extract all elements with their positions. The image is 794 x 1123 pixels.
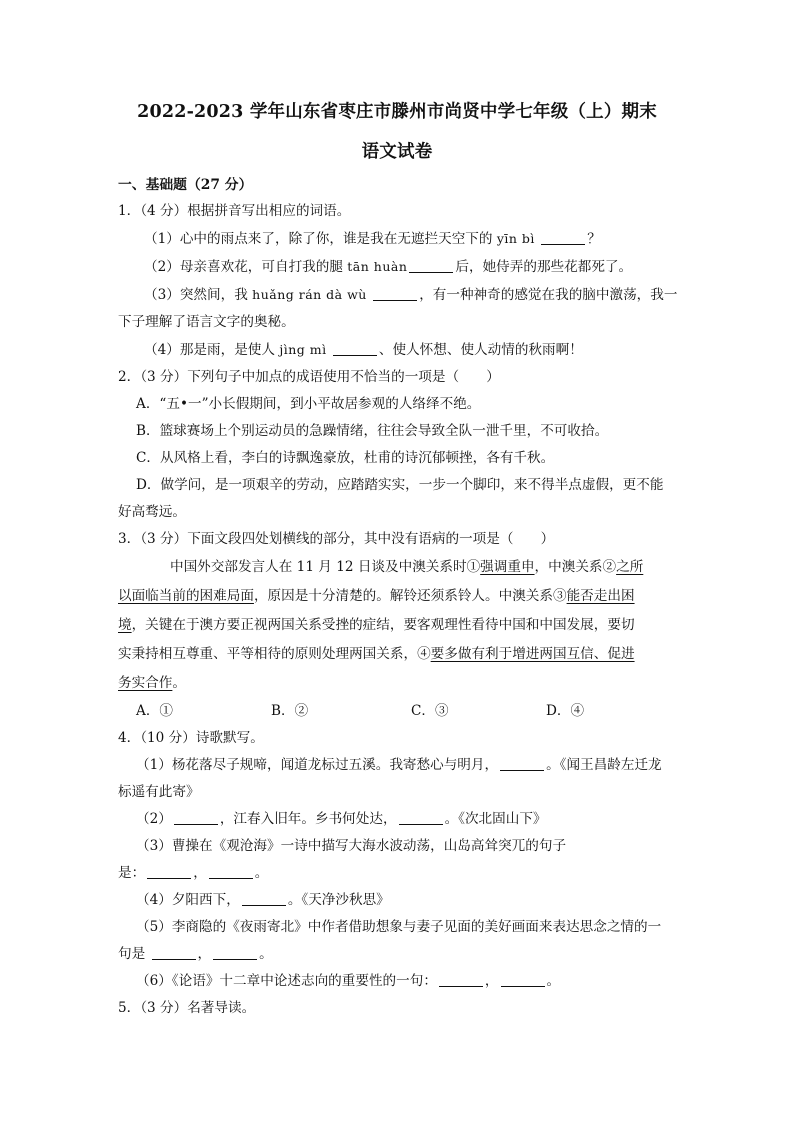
question-3-option-a[interactable]: A．①	[136, 703, 174, 719]
item-text: （2）母亲喜欢花，可自打我的腿	[144, 259, 348, 275]
question-2-option-d[interactable]: D．做学问，是一项艰辛的劳动，应踏踏实实，一步一个脚印，来不得半点虚假，更不能	[136, 477, 664, 493]
question-1-item-3	[118, 281, 676, 309]
passage-line-5	[118, 669, 676, 698]
item-text: （6）《论语》十二章中论述志向的重要性的一句：	[136, 973, 437, 989]
question-4-item-4	[118, 887, 676, 914]
passage-text: 。	[172, 675, 186, 691]
pinyin: huǎng rán dà wù	[252, 287, 367, 302]
passage-text: 实秉持相互尊重、平等相待的原则处理两国关系，	[118, 646, 418, 662]
question-4-item-5-cont	[118, 941, 676, 968]
item-text: （1）杨花落尽子规啼，闻道龙标过五溪。我寄愁心与明月，	[136, 757, 499, 773]
question-1-item-3-cont: 下子理解了语言文字的奥秘。	[118, 314, 295, 330]
passage-text: ，原因是十分清楚的。解铃还须系铃人。中澳关系	[253, 588, 553, 604]
answer-blank[interactable]	[209, 864, 253, 879]
item-text: 。《闻王昌龄左迁龙	[546, 757, 662, 773]
item-text: ，江春入旧年。乡书何处达，	[219, 811, 397, 827]
answer-blank[interactable]	[399, 810, 443, 825]
question-1-item-1	[118, 225, 676, 253]
question-4-item-1-cont: 标遥有此寄》	[118, 784, 200, 800]
answer-blank[interactable]	[152, 945, 196, 960]
answer-blank[interactable]	[439, 972, 483, 987]
passage-line-4	[118, 640, 676, 669]
pinyin: yīn bì	[496, 231, 535, 246]
underlined-part-1: 强调重申	[480, 559, 535, 575]
question-4-item-5: （5）李商隐的《夜雨寄北》中作者借助想象与妻子见面的美好画面来表达思念之情的一	[136, 919, 662, 935]
answer-blank[interactable]	[373, 286, 417, 301]
question-4-stem: 4．（10 分）诗歌默写。	[118, 730, 264, 746]
answer-blank[interactable]	[333, 341, 377, 356]
question-4-item-6	[118, 968, 676, 995]
question-3-option-c[interactable]: C．③	[411, 703, 449, 719]
marker-1: ①	[466, 559, 481, 575]
underlined-part-3-cont: 境	[118, 617, 132, 633]
underlined-part-2: 之所	[616, 559, 644, 575]
marker-2: ②	[602, 559, 617, 575]
question-2-option-b[interactable]: B．篮球赛场上个别运动员的急躁情绪，往往会导致全队一泄千里，不可收拾。	[136, 423, 609, 439]
passage-text: ，中澳关系	[534, 559, 603, 575]
item-text: 是：	[118, 865, 146, 881]
marker-3: ③	[553, 588, 567, 604]
question-4-item-1	[118, 752, 676, 779]
item-text: 。《次北固山下》	[444, 811, 547, 827]
exam-title-line1: 2022-2023 学年山东省枣庄市滕州市尚贤中学七年级（上）期末	[137, 102, 657, 122]
item-text: （4）那是雨，是使人	[144, 342, 280, 358]
question-1-stem: 1．（4 分）根据拼音写出相应的词语。	[118, 203, 351, 219]
passage-text: ，关键在于澳方要正视两国关系受挫的症结，要客观理性看待中国和中国发展，要切	[131, 617, 635, 633]
exam-title-line2: 语文试卷	[361, 142, 433, 162]
pinyin: tān huàn	[347, 259, 408, 274]
answer-blank[interactable]	[242, 891, 286, 906]
passage-line-3	[118, 611, 676, 640]
item-text: ？	[587, 231, 601, 247]
item-text: 。《天净沙秋思》	[287, 892, 390, 908]
passage-line-2	[118, 582, 676, 611]
question-2-option-c[interactable]: C．从风格上看，李白的诗飘逸豪放，杜甫的诗沉郁顿挫，各有千秋。	[136, 450, 555, 466]
item-text: ，	[193, 865, 207, 881]
item-text: 。	[546, 973, 561, 989]
item-text: （1）心中的雨点来了，除了你，谁是我在无遮拦天空下的	[144, 231, 497, 247]
item-text: ，	[484, 973, 499, 989]
question-1-item-4	[118, 336, 676, 364]
underlined-part-4: 要多做有利于增进两国互信、促进	[430, 646, 635, 662]
pinyin: jìng mì	[279, 342, 327, 357]
question-3-option-b[interactable]: B．②	[271, 703, 309, 719]
answer-blank[interactable]	[500, 756, 544, 771]
underlined-part-2-cont: 以面临当前的困难局面	[118, 588, 254, 604]
question-2-option-a[interactable]: A．“五•一”小长假期间，到小平故居参观的人络绎不绝。	[136, 396, 481, 412]
marker-4: ④	[417, 646, 431, 662]
item-text: 句是	[118, 946, 150, 962]
item-text: （4）夕阳西下，	[136, 892, 240, 908]
question-3-option-d[interactable]: D．④	[546, 703, 585, 719]
question-3-options	[118, 698, 676, 725]
question-3-passage	[118, 553, 676, 698]
question-3-stem: 3．（3 分）下面文段四处划横线的部分，其中没有语病的一项是（ ）	[118, 531, 555, 547]
item-text: 。	[259, 946, 273, 962]
answer-blank[interactable]	[174, 810, 218, 825]
passage-text: 中国外交部发言人在 11 月 12 日谈及中澳关系时	[170, 559, 467, 575]
answer-blank[interactable]	[501, 972, 545, 987]
underlined-part-4-cont: 务实合作	[118, 675, 173, 691]
item-text: ，有一种神奇的感觉在我的脑中激荡，我一	[419, 287, 678, 303]
question-4-item-3-cont	[118, 860, 676, 887]
question-4-item-3: （3）曹操在《观沧海》一诗中描写大海水波动荡，山岛高耸突兀的句子	[136, 838, 567, 854]
question-1-item-2	[118, 253, 676, 281]
question-5-stem: 5．（3 分）名著导读。	[118, 1000, 256, 1016]
answer-blank[interactable]	[541, 230, 585, 245]
answer-blank[interactable]	[213, 945, 257, 960]
passage-line-1	[118, 553, 676, 582]
question-2-option-d-cont: 好高骛远。	[118, 504, 186, 520]
item-text: （3）突然间，我	[144, 287, 253, 303]
underlined-part-3: 能否走出困	[566, 588, 635, 604]
item-text: 。	[254, 865, 269, 881]
item-text: 、使人怀想、使人动情的秋雨啊！	[378, 342, 583, 358]
item-text: 后，她侍弄的那些花都死了。	[455, 259, 633, 275]
section-heading: 一、基础题（27 分）	[118, 177, 253, 193]
question-2-stem: 2．（3 分）下列句子中加点的成语使用不恰当的一项是（ ）	[118, 369, 500, 385]
item-text: （2）	[136, 811, 172, 827]
answer-blank[interactable]	[147, 864, 191, 879]
question-4-item-2	[118, 806, 676, 833]
item-text: ，	[197, 946, 212, 962]
answer-blank[interactable]	[409, 258, 453, 273]
